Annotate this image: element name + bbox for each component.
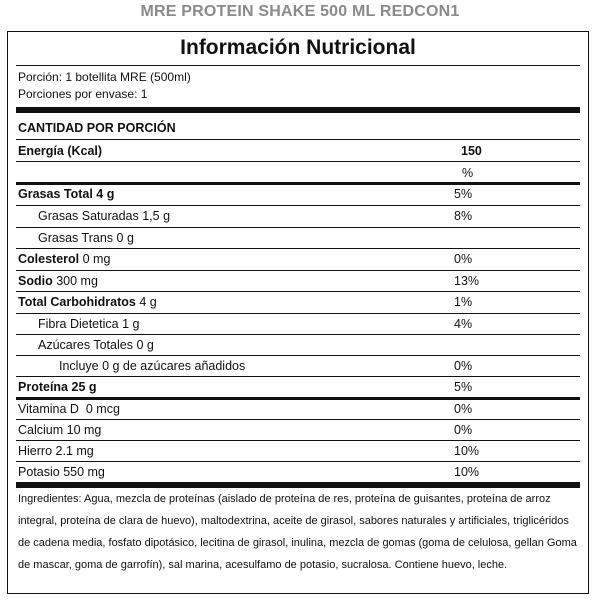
nutrient-percent: 0% — [454, 402, 473, 416]
servings-per-container: Porciones por envase: 1 — [18, 87, 148, 101]
nutrient-row-azucares-totales — [16, 335, 580, 356]
nutrient-row-vitamina-d — [16, 399, 580, 420]
nutrient-name: Total Carbohidratos — [18, 295, 136, 309]
panel-title: Información Nutricional — [180, 36, 416, 59]
nutrient-percent: 5% — [454, 187, 473, 201]
nutrient-name: Incluye 0 g de azúcares añadidos — [59, 359, 246, 373]
nutrient-name: Grasas Trans — [38, 231, 114, 245]
energy-row — [16, 141, 580, 162]
nutrient-amount: 550 mg — [63, 465, 105, 479]
nutrient-row-grasas-saturadas — [16, 206, 580, 227]
nutrient-percent: 10% — [454, 444, 480, 458]
nutrient-percent: 10% — [454, 465, 480, 479]
nutrient-row-azucares-anadidos — [16, 356, 580, 377]
nutrient-percent: 5% — [454, 380, 473, 394]
nutrient-row-fibra-dietetica — [16, 314, 580, 335]
nutrient-name: Hierro — [18, 444, 53, 458]
row-divider — [16, 161, 580, 162]
nutrient-percent: 0% — [454, 252, 473, 266]
nutrient-row-potasio — [16, 462, 580, 483]
nutrient-row-proteina — [16, 377, 580, 398]
title-divider — [16, 65, 580, 66]
nutrient-name: Azúcares Totales — [38, 338, 133, 352]
nutrient-amount: 1,5 g — [142, 209, 171, 223]
nutrient-row-total-carbohidratos — [16, 292, 580, 313]
thick-divider — [16, 107, 580, 113]
nutrition-facts-panel — [7, 31, 589, 594]
nutrient-name: Potasio — [18, 465, 60, 479]
nutrient-name: Vitamina D — [18, 402, 79, 416]
energy-label: Energía (Kcal) — [18, 144, 103, 158]
nutrient-percent: 8% — [454, 209, 473, 223]
nutrient-amount: 0 mg — [82, 252, 111, 266]
nutrient-amount: 4 g — [96, 187, 115, 201]
nutrient-percent: 0% — [454, 423, 473, 437]
nutrient-name: Sodio — [18, 274, 53, 288]
nutrient-row-grasas-total — [16, 184, 580, 205]
serving-size: Porción: 1 botellita MRE (500ml) — [18, 70, 191, 84]
nutrient-name: Proteína — [18, 380, 69, 394]
nutrient-amount: 2.1 mg — [55, 444, 94, 458]
nutrient-amount: 0 mcg — [85, 402, 120, 416]
nutrient-amount: 0 g — [116, 231, 134, 245]
percent-header-row — [16, 163, 580, 184]
nutrient-row-calcium — [16, 420, 580, 441]
percent-header: % — [462, 166, 474, 180]
nutrient-percent: 1% — [454, 295, 473, 309]
nutrient-amount: 25 g — [71, 380, 97, 394]
ingredients-text: Ingredientes: Agua, mezcla de proteínas (aislado de proteína de res, proteína de guisantes, proteína de arroz integral, proteína de clara de huevo), maltodextrina, aceite de girasol, sabores naturales y artificiales, triglicéridos de cadena media, fosfato dipotásico, lecitina de girasol, inulina, mezcla de gomas (goma de celulosa, gellan Goma de mascar, goma de garrofín), sal marina, acesulfamo de potasio, sucralosa. Contiene huevo, leche. — [18, 493, 577, 571]
nutrient-row-colesterol — [16, 249, 580, 270]
nutrient-name: Calcium — [18, 423, 64, 437]
nutrient-percent: 0% — [454, 359, 473, 373]
nutrient-name: Colesterol — [18, 252, 80, 266]
nutrient-amount: 4 g — [139, 295, 157, 309]
nutrient-amount: 10 mg — [66, 423, 102, 437]
nutrient-name: Grasas Total — [18, 187, 93, 201]
row-divider — [16, 139, 580, 140]
energy-value: 150 — [461, 144, 482, 158]
nutrient-row-grasas-trans — [16, 228, 580, 249]
amount-per-serving-header: CANTIDAD POR PORCIÓN — [18, 121, 176, 135]
nutrient-amount: 0 g — [136, 338, 154, 352]
nutrient-percent: 13% — [454, 274, 480, 288]
nutrient-name: Fibra Dietetica — [38, 317, 119, 331]
nutrient-amount: 1 g — [122, 317, 140, 331]
nutrient-row-sodio — [16, 271, 580, 292]
nutrient-percent: 4% — [454, 317, 473, 331]
nutrient-name: Grasas Saturadas — [38, 209, 139, 223]
nutrient-amount: 300 mg — [56, 274, 98, 288]
nutrient-row-hierro — [16, 441, 580, 462]
product-title: MRE PROTEIN SHAKE 500 ML REDCON1 — [140, 3, 460, 20]
